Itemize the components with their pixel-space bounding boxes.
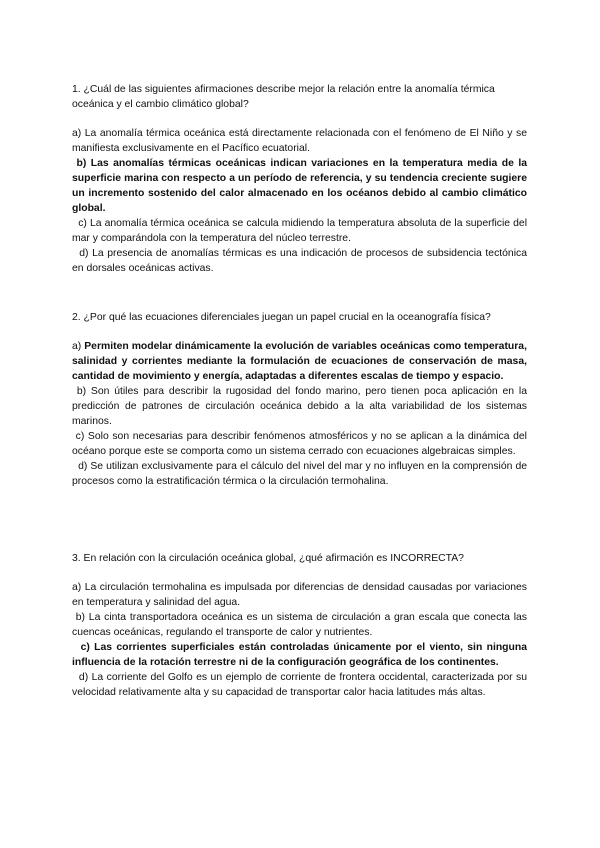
question-1-option-a [72,126,527,156]
question-1-option-b [72,156,527,216]
option-text: c) Solo son necesarias para describir fenómenos atmosféricos y no se aplican a la dinámica del océano porque este se comporta como un sistema cerrado con ecuaciones algebraicas simples. [72,431,527,457]
question-2-option-d [72,459,527,489]
question-3-stem: 3. En relación con la circulación oceánica global, ¿qué afirmación es INCORRECTA? [72,553,464,564]
question-1-option-c [72,216,527,246]
option-text: b) Son útiles para describir la rugosidad del fondo marino, pero tienen poca aplicación en la predicción de patrones de circulación oceánica debido a la alta variabilidad de los sistemas marinos. [72,386,527,427]
question-3-option-a [72,580,527,610]
question-2 [72,310,527,489]
question-3-option-b [72,610,527,640]
question-2-option-c [72,429,527,459]
question-2-option-b [72,384,527,429]
option-text: a) La circulación termohalina es impulsada por diferencias de densidad causadas por variaciones en temperatura y salinidad del agua. [72,582,527,608]
option-label: a) [72,341,85,352]
question-3-option-c [72,640,527,670]
question-1-stem: 1. ¿Cuál de las siguientes afirmaciones describe mejor la relación entre la anomalía térmica oceánica y el cambio climático global? [72,84,495,110]
option-text: b) Las anomalías térmicas oceánicas indican variaciones en la temperatura media de la superficie marina con respecto a un período de referencia, y su tendencia creciente sugiere un incremento sostenido del calor almacenado en los océanos debido al cambio climático global. [72,158,527,214]
option-text: c) La anomalía térmica oceánica se calcula midiendo la temperatura absoluta de la superficie del mar y comparándola con la temperatura del núcleo terrestre. [72,218,528,244]
option-text: a) La anomalía térmica oceánica está directamente relacionada con el fenómeno de El Niño y se manifiesta exclusivamente en el Pacífico ecuatorial. [72,128,527,154]
question-1 [72,82,527,276]
option-text: d) La presencia de anomalías térmicas es una indicación de procesos de subsidencia tectónica en dorsales oceánicas activas. [72,248,527,274]
question-1-option-d [72,246,527,276]
question-2-stem: 2. ¿Por qué las ecuaciones diferenciales juegan un papel crucial en la oceanografía física? [72,312,491,323]
option-text: d) Se utilizan exclusivamente para el cálculo del nivel del mar y no influyen en la comprensión de procesos como la estratificación térmica o la circulación termohalina. [72,461,528,487]
question-2-option-a [72,339,527,384]
option-indent [72,672,79,683]
question-3-option-d [72,670,527,700]
option-indent [72,642,81,653]
option-text: Permiten modelar dinámicamente la evolución de variables oceánicas como temperatura, salinidad y corrientes mediante la formulación de ecuaciones de conservación de masa, cantidad de movimiento y energía, adaptadas a diferentes escalas de tiempo y espacio. [72,341,527,382]
question-3 [72,551,527,700]
option-text: b) La cinta transportadora oceánica es un sistema de circulación a gran escala que conecta las cuencas oceánicas, regulando el transporte de calor y nutrientes. [72,612,527,638]
option-text: d) La corriente del Golfo es un ejemplo de corriente de frontera occidental, caracterizada por su velocidad relativamente alta y su capacidad de transportar calor hacia latitudes más altas. [72,672,527,698]
option-text: c) Las corrientes superficiales están controladas únicamente por el viento, sin ninguna influencia de la rotación terrestre ni de la configuración geográfica de los continentes. [72,642,527,668]
